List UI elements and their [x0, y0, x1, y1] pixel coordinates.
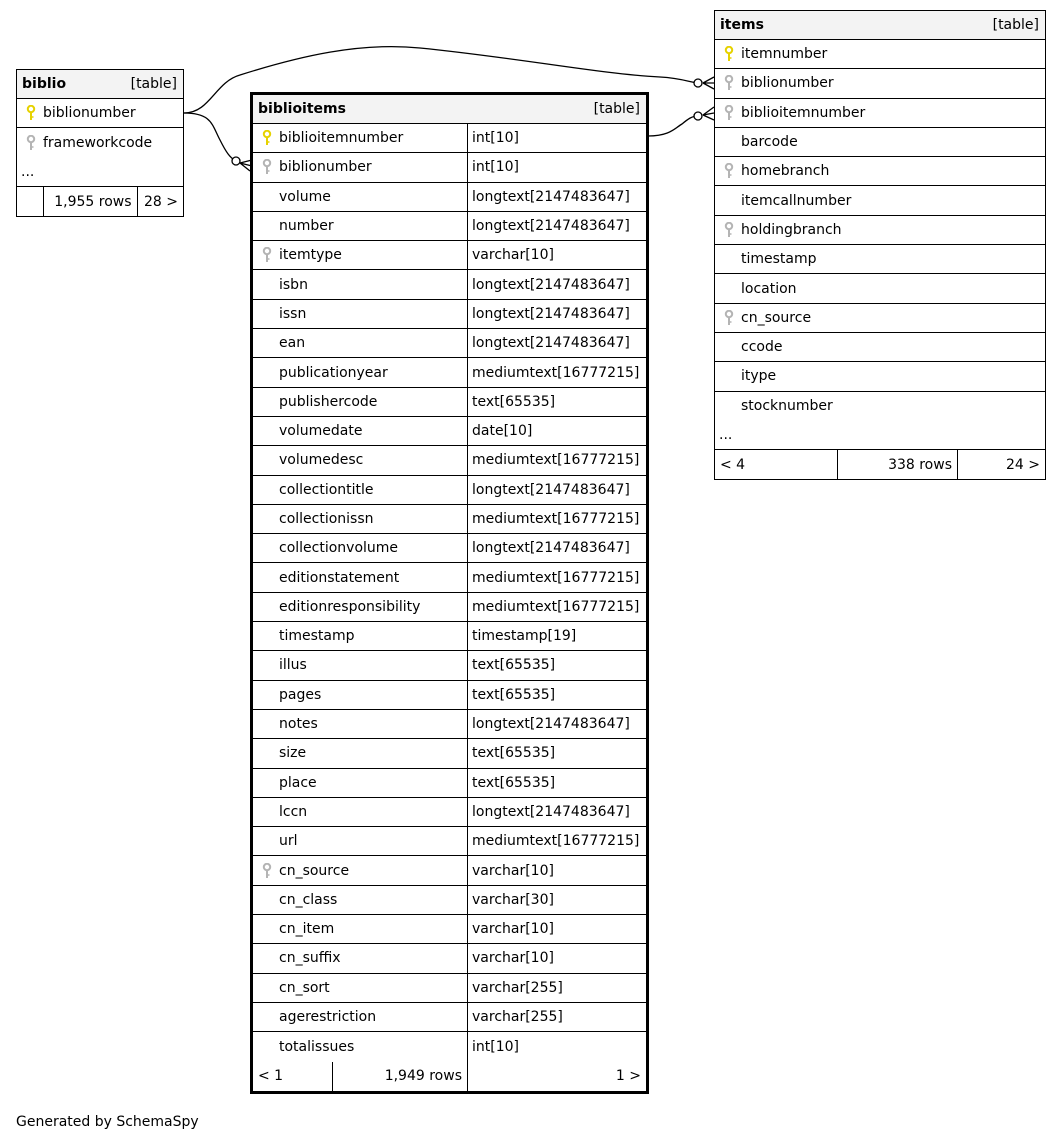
column-name: [253, 651, 467, 679]
column-name: [253, 124, 467, 152]
column-name: [715, 333, 1045, 361]
foreign-key-icon: [26, 135, 36, 151]
foreign-key-icon: [262, 159, 272, 175]
column-row-stocknumber[interactable]: [715, 392, 1045, 421]
column-name: [253, 358, 467, 386]
column-name: [715, 245, 1045, 273]
column-row-totalissues[interactable]: [253, 1032, 646, 1061]
column-name-text: url: [279, 833, 298, 850]
column-row-volumedate[interactable]: [253, 417, 646, 446]
column-row-cn-source[interactable]: [253, 856, 646, 885]
column-name: [715, 69, 1045, 97]
column-name: [253, 798, 467, 826]
column-row-itemtype[interactable]: [253, 241, 646, 270]
column-name: [715, 157, 1045, 185]
column-name-text: biblionumber: [741, 75, 834, 92]
column-type: varchar[255]: [467, 1003, 646, 1031]
column-row-url[interactable]: [253, 827, 646, 856]
column-type: longtext[2147483647]: [467, 212, 646, 240]
column-name-text: cn_source: [741, 309, 812, 326]
column-type: longtext[2147483647]: [467, 329, 646, 357]
table-footer: [715, 450, 1045, 479]
column-name: [715, 216, 1045, 244]
column-type: varchar[255]: [467, 974, 646, 1002]
column-type: mediumtext[16777215]: [467, 827, 646, 855]
column-name-text: number: [279, 218, 334, 235]
ellipsis: ...: [21, 163, 35, 180]
table-footer: [17, 187, 183, 216]
column-list: [17, 99, 183, 158]
ellipsis-row: [17, 158, 183, 187]
footer-prev[interactable]: < 1: [258, 1068, 284, 1085]
ellipsis-row: [715, 421, 1045, 450]
column-row-agerestriction[interactable]: [253, 1003, 646, 1032]
column-type: varchar[10]: [467, 944, 646, 972]
column-type: mediumtext[16777215]: [467, 563, 646, 591]
column-type: longtext[2147483647]: [467, 710, 646, 738]
column-type: longtext[2147483647]: [467, 300, 646, 328]
column-name-text: barcode: [741, 134, 798, 151]
edge-optional-marker: [694, 79, 702, 87]
column-row-collectiontitle[interactable]: [253, 476, 646, 505]
edge-biblio-biblioitems: [184, 113, 236, 161]
column-name: [253, 856, 467, 884]
column-name-text: publishercode: [279, 393, 378, 410]
table-kind: [table]: [130, 76, 177, 92]
column-name: [253, 769, 467, 797]
column-row-place[interactable]: [253, 769, 646, 798]
column-name: [253, 417, 467, 445]
foreign-key-icon: [724, 222, 734, 238]
column-type: mediumtext[16777215]: [467, 593, 646, 621]
column-row-editionresponsibility[interactable]: [253, 593, 646, 622]
column-type: timestamp[19]: [467, 622, 646, 650]
column-name: [253, 212, 467, 240]
column-type: text[65535]: [467, 651, 646, 679]
column-name-text: homebranch: [741, 163, 830, 180]
primary-key-icon: [262, 130, 272, 146]
column-type: varchar[10]: [467, 856, 646, 884]
column-name-text: cn_suffix: [279, 950, 341, 967]
column-name-text: cn_sort: [279, 979, 330, 996]
column-name-text: biblioitemnumber: [741, 104, 866, 121]
footer-row-count: 1,955 rows: [43, 187, 137, 216]
column-row-cn-class[interactable]: [253, 886, 646, 915]
column-type: longtext[2147483647]: [467, 270, 646, 298]
column-row-ccode[interactable]: [715, 333, 1045, 362]
column-name: [253, 563, 467, 591]
column-type: text[65535]: [467, 769, 646, 797]
column-type: longtext[2147483647]: [467, 476, 646, 504]
column-row-lccn[interactable]: [253, 798, 646, 827]
table-biblioitems[interactable]: [250, 92, 649, 1094]
column-row-volume[interactable]: [253, 183, 646, 212]
column-name-text: biblionumber: [43, 105, 136, 122]
column-row-cn-sort[interactable]: [253, 974, 646, 1003]
column-name: [715, 128, 1045, 156]
table-kind: [table]: [992, 17, 1039, 33]
column-name: [253, 944, 467, 972]
column-row-isbn[interactable]: [253, 270, 646, 299]
column-name-text: lccn: [279, 803, 308, 820]
column-name: [715, 392, 1045, 421]
column-name: [715, 274, 1045, 302]
footer-prev[interactable]: < 4: [720, 456, 746, 473]
column-name-text: collectionvolume: [279, 540, 399, 557]
foreign-key-icon: [262, 863, 272, 879]
foreign-key-icon: [724, 163, 734, 179]
column-row-publishercode[interactable]: [253, 388, 646, 417]
column-name-text: agerestriction: [279, 1009, 377, 1026]
column-name: [253, 1003, 467, 1031]
column-name-text: stocknumber: [741, 398, 833, 415]
primary-key-icon: [26, 105, 36, 121]
column-name: [253, 974, 467, 1002]
column-type: longtext[2147483647]: [467, 183, 646, 211]
table-footer: [253, 1062, 646, 1091]
column-row-cn-suffix[interactable]: [253, 944, 646, 973]
column-name: [253, 388, 467, 416]
column-name-text: volume: [279, 188, 331, 205]
column-type: date[10]: [467, 417, 646, 445]
column-name: [253, 915, 467, 943]
column-row-frameworkcode[interactable]: [17, 128, 183, 157]
column-name-text: editionstatement: [279, 569, 400, 586]
column-name-text: itype: [741, 368, 777, 385]
column-row-biblionumber[interactable]: [17, 99, 183, 128]
column-row-notes[interactable]: [253, 710, 646, 739]
column-name: [253, 534, 467, 562]
footer-row-count: 338 rows: [837, 450, 957, 479]
column-name: [715, 40, 1045, 68]
table-header: [253, 95, 646, 124]
column-type: longtext[2147483647]: [467, 798, 646, 826]
column-row-biblionumber[interactable]: [253, 153, 646, 182]
column-name: [17, 128, 183, 157]
edge-optional-marker: [694, 112, 702, 120]
column-name: [715, 99, 1045, 127]
column-name: [253, 476, 467, 504]
footer-next[interactable]: 1 >: [467, 1062, 646, 1091]
table-name: biblioitems: [258, 101, 346, 117]
column-list: [253, 124, 646, 1062]
column-type: int[10]: [467, 1032, 646, 1061]
foreign-key-icon: [724, 105, 734, 121]
primary-key-icon: [724, 46, 734, 62]
column-name-text: cn_class: [279, 891, 338, 908]
column-name-text: timestamp: [741, 251, 817, 268]
column-name-text: collectiontitle: [279, 481, 374, 498]
edge-crowfoot-marker: [703, 77, 714, 89]
column-name-text: volumedesc: [279, 452, 364, 469]
footer-next[interactable]: 28 >: [137, 187, 183, 216]
column-name: [715, 362, 1045, 390]
column-type: int[10]: [467, 153, 646, 181]
column-name-text: pages: [279, 686, 322, 703]
column-name-text: itemnumber: [741, 46, 828, 63]
column-row-pages[interactable]: [253, 681, 646, 710]
column-row-itemcallnumber[interactable]: [715, 186, 1045, 215]
column-type: varchar[10]: [467, 241, 646, 269]
column-name: [253, 153, 467, 181]
column-row-cn-item[interactable]: [253, 915, 646, 944]
column-name-text: size: [279, 745, 307, 762]
column-type: varchar[10]: [467, 915, 646, 943]
column-name: [253, 1032, 467, 1061]
column-name-text: ean: [279, 335, 306, 352]
column-row-location[interactable]: [715, 274, 1045, 303]
column-name: [253, 270, 467, 298]
column-row-collectionvolume[interactable]: [253, 534, 646, 563]
column-name-text: itemtype: [279, 247, 342, 264]
column-name: [253, 505, 467, 533]
column-name: [253, 241, 467, 269]
column-type: mediumtext[16777215]: [467, 358, 646, 386]
column-name-text: location: [741, 280, 797, 297]
column-row-biblioitemnumber[interactable]: [253, 124, 646, 153]
column-name: [253, 886, 467, 914]
column-list: [715, 40, 1045, 421]
column-name-text: illus: [279, 657, 307, 674]
column-row-issn[interactable]: [253, 300, 646, 329]
column-type: int[10]: [467, 124, 646, 152]
column-name: [715, 186, 1045, 214]
column-name: [253, 622, 467, 650]
column-name-text: cn_source: [279, 862, 350, 879]
footer-next[interactable]: 24 >: [957, 450, 1045, 479]
column-row-timestamp[interactable]: [253, 622, 646, 651]
table-name: biblio: [22, 76, 67, 92]
column-name: [253, 446, 467, 474]
column-name-text: ccode: [741, 339, 783, 356]
column-name-text: biblioitemnumber: [279, 130, 404, 147]
column-row-volumedesc[interactable]: [253, 446, 646, 475]
column-row-holdingbranch[interactable]: [715, 216, 1045, 245]
column-name-text: publicationyear: [279, 364, 388, 381]
column-row-illus[interactable]: [253, 651, 646, 680]
generated-by-note: Generated by SchemaSpy: [16, 1114, 199, 1130]
column-name-text: timestamp: [279, 628, 355, 645]
column-row-editionstatement[interactable]: [253, 563, 646, 592]
column-name-text: holdingbranch: [741, 221, 842, 238]
column-type: text[65535]: [467, 388, 646, 416]
column-name-text: issn: [279, 305, 307, 322]
column-row-number[interactable]: [253, 212, 646, 241]
column-name-text: totalissues: [279, 1038, 355, 1055]
table-header: [715, 11, 1045, 40]
column-name-text: editionresponsibility: [279, 598, 421, 615]
table-kind: [table]: [593, 101, 640, 117]
column-row-ean[interactable]: [253, 329, 646, 358]
column-name: [715, 304, 1045, 332]
column-row-biblioitemnumber[interactable]: [715, 99, 1045, 128]
table-biblio[interactable]: [16, 69, 184, 217]
column-row-itype[interactable]: [715, 362, 1045, 391]
column-name: [253, 681, 467, 709]
table-header: [17, 70, 183, 99]
column-row-barcode[interactable]: [715, 128, 1045, 157]
column-row-itemnumber[interactable]: [715, 40, 1045, 69]
column-type: mediumtext[16777215]: [467, 446, 646, 474]
edge-optional-marker: [232, 157, 240, 165]
column-name-text: collectionissn: [279, 511, 374, 527]
column-row-biblionumber[interactable]: [715, 69, 1045, 98]
column-name: [253, 827, 467, 855]
column-name-text: itemcallnumber: [741, 192, 852, 209]
column-name: [253, 300, 467, 328]
column-row-cn-source[interactable]: [715, 304, 1045, 333]
column-type: varchar[30]: [467, 886, 646, 914]
edge-biblioitems-items: [648, 116, 698, 136]
column-row-size[interactable]: [253, 739, 646, 768]
column-name: [253, 593, 467, 621]
footer-prev[interactable]: [17, 187, 43, 216]
edge-crowfoot-marker: [703, 107, 714, 120]
column-name: [253, 710, 467, 738]
column-type: mediumtext[16777215]: [467, 505, 646, 533]
foreign-key-icon: [262, 247, 272, 263]
column-row-publicationyear[interactable]: [253, 358, 646, 387]
column-name-text: volumedate: [279, 423, 363, 440]
column-type: longtext[2147483647]: [467, 534, 646, 562]
column-type: text[65535]: [467, 739, 646, 767]
column-name-text: notes: [279, 716, 318, 733]
column-name-text: place: [279, 774, 317, 791]
column-row-homebranch[interactable]: [715, 157, 1045, 186]
column-type: text[65535]: [467, 681, 646, 709]
column-name-text: frameworkcode: [43, 134, 153, 151]
foreign-key-icon: [724, 310, 734, 326]
column-row-timestamp[interactable]: [715, 245, 1045, 274]
table-items[interactable]: [714, 10, 1046, 480]
footer-row-count: 1,949 rows: [332, 1062, 467, 1091]
ellipsis: ...: [719, 427, 733, 443]
column-row-collectionissn[interactable]: [253, 505, 646, 534]
column-name: [17, 99, 183, 127]
table-name: items: [720, 17, 764, 33]
column-name: [253, 183, 467, 211]
column-name-text: biblionumber: [279, 159, 372, 176]
column-name-text: isbn: [279, 276, 308, 293]
column-name: [253, 739, 467, 767]
column-name-text: cn_item: [279, 921, 335, 938]
column-name: [253, 329, 467, 357]
foreign-key-icon: [724, 75, 734, 91]
